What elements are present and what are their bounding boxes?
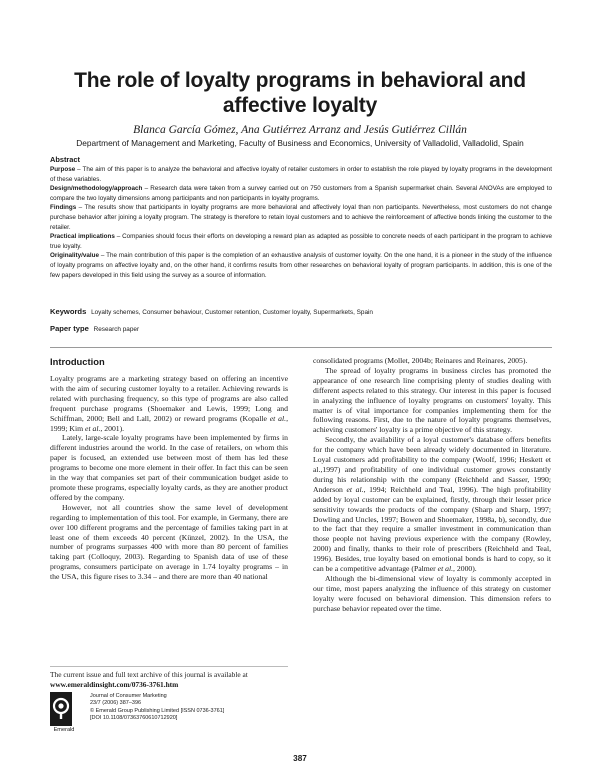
abstract-findings <box>50 203 552 232</box>
page-number: 387 <box>293 754 307 763</box>
right-paragraph-3 <box>313 435 551 574</box>
left-p1-etal-2: et al. <box>85 423 101 433</box>
left-paragraph-3: However, not all countries show the same level of development regarding to implementation of this tool. For example, in Germany, there are over 100 different programs and the percentage of families taking part in at least one of them exceeds 40 percent (Künzel, 2002). In the USA, the number of programs surpasses 400 with more than 80 percent of families taking part (Colloquy, 2003). Regarding to Spanish data of use of these programs, consumers participate on average in 1.74 loyalty programs – in the USA, this figure rises to 3.34 – and there are more than 40 national <box>50 502 288 582</box>
right-paragraph-2: The spread of loyalty programs in business circles has promoted the appearance of one research line comprising plenty of studies dealing with different aspects related to this strategy. Our interest in this paper is focused in analyzing the influence of loyalty programs on customers' loyalty. This matter is of vital importance for companies implementing them for the following reasons. First, due to the nature of loyalty programs themselves, achieving customers' loyalty is a prime objective of this strategy. <box>313 365 551 435</box>
emerald-logo-icon <box>50 692 72 726</box>
section-divider <box>50 347 552 348</box>
right-paragraph-1: consolidated programs (Mollet, 2004b; Reinares and Reinares, 2005). <box>313 356 528 365</box>
paper-type-text: Research paper <box>93 326 140 333</box>
footer-divider <box>50 666 288 667</box>
title-line-1: The role of loyalty programs in behavioral and <box>74 69 526 92</box>
access-url[interactable]: www.emeraldinsight.com/0736-3761.htm <box>50 679 179 689</box>
left-p1-end: , 2001). <box>100 423 125 433</box>
originality-label: Originality/value <box>50 252 99 260</box>
right-paragraph-4: Although the bi-dimensional view of loyalty is commonly accepted in our time, most papers analyzing the influence of this strategy on customer loyalty were focused on behavioral dimension. This dimension refers to purchase behavior repeated over the time. <box>313 573 551 613</box>
design-text: – Research data were taken from a survey carried out on 750 customers from a Spanish supermarket chain. Several ANOVAs are employed to compare the two loyalty dimensions among participants and non participants in loyalty programs. <box>50 185 552 202</box>
abstract-design <box>50 184 552 203</box>
authors: Blanca García Gómez, Ana Gutiérrez Arranz and Jesús Gutiérrez Cillán <box>133 124 467 136</box>
right-column <box>313 356 551 614</box>
right-p3-etal-2: et al. <box>437 564 454 574</box>
paper-type-label: Paper type <box>50 324 89 333</box>
keywords-label: Keywords <box>50 307 87 316</box>
practical-label: Practical implications <box>50 233 115 241</box>
keywords <box>50 307 552 317</box>
abstract-heading: Abstract <box>50 155 80 164</box>
journal-access-note <box>50 670 288 689</box>
access-text: The current issue and full text archive of this journal is available at <box>50 670 248 679</box>
abstract-practical <box>50 232 552 251</box>
paper-title <box>40 68 560 118</box>
emerald-logo-text: Emerald <box>53 727 75 733</box>
journal-volume: 23/7 (2006) 387–396 <box>90 700 142 707</box>
practical-text: – Companies should focus their efforts on developing a reward plan as adapted as possible to concrete needs of each participant in the program to achieve true loyalty. <box>50 233 552 250</box>
left-paragraph-1 <box>50 374 288 433</box>
abstract-purpose <box>50 165 552 184</box>
paper-type <box>50 324 552 334</box>
right-p3-c: , 2000). <box>453 564 477 574</box>
left-p1-etal-1: et al. <box>269 413 287 423</box>
keywords-text: Loyalty schemes, Consumer behaviour, Customer retention, Customer loyalty, Supermarkets, Spain <box>91 309 373 316</box>
abstract-block <box>50 155 552 280</box>
journal-info <box>90 693 290 722</box>
purpose-label: Purpose <box>50 166 76 173</box>
title-line-2: affective loyalty <box>222 94 378 117</box>
purpose-text: – The aim of this paper is to analyze the behavioral and affective loyalty of retailer customers in order to establish the role played by loyalty programs in the development of these variables. <box>50 166 552 183</box>
right-p3-a: Secondly, the availability of a loyal customer's database offers benefits for the company which have been already widely documented in literature. Loyal customers add profitability to the company (Woolf, 1996; Heskett et al.,1997) and profitability of one individual customer grows constantly during his relationship with the company (Reichheld and Sasser, 1990; Anderson <box>313 435 551 494</box>
right-p3-b: , 1994; Reichheld and Teal, 1996). The high profitability added by loyal customer can be explained, firstly, through their lesser price sensitivity towards the products of the company (Sharp and Sharp, 1997; Dowling and Uncles, 1997; Bowen and Shoemaker, 1998a, b), secondly, due to the fact that they require a smaller investment in communication than those people not having previous experience with the company (Rowley, 2000) and finally, thanks to their role of prescribers (Reichheld and Teal, 1996). Besides, true loyalty based on emotional bonds is hard to copy, so it can be a competitive advantage (Palmer <box>313 484 552 574</box>
journal-doi: [DOI 10.1108/07363760610712920] <box>90 714 178 721</box>
introduction-heading: Introduction <box>50 356 105 367</box>
left-p1-mid: , 1999; Kim <box>50 413 288 433</box>
journal-name: Journal of Consumer Marketing <box>90 693 167 699</box>
design-label: Design/methodology/approach <box>50 185 143 193</box>
affiliation: Department of Management and Marketing, Faculty of Business and Economics, University of Valladolid, Valladolid, Spain <box>76 138 524 148</box>
originality-text: – The main contribution of this paper is the completion of an exhaustive analysis of customer loyalty. On the one hand, it is a pioneer in the study of the influence of loyalty programs on affective loyalty and, on the other hand, it confirms results from other researches on behavioral loyalty of program participants. In addition, this is one of the few papers developed in this field using the survey as a source of information. <box>50 252 552 279</box>
abstract-originality <box>50 251 552 280</box>
left-paragraph-2: Lately, large-scale loyalty programs have been implemented by firms in different industries around the world. In the case of retailers, on whom this paper is focused, an extended use between most of them has led these programs to become one more element in their offer. In fact this can be seen in the way that companies set part of their communication budget aside to promote these programs, especially loyalty cards, as they are another product offered by the company. <box>50 433 288 502</box>
journal-publisher: © Emerald Group Publishing Limited [ISSN 0736-3761] <box>90 707 225 714</box>
findings-text: – The results show that participants in loyalty programs are more behavioral and affectively loyal than non participants. Nevertheless, most customers do not change purchase behavior after joining a loyalty program. The strategy is therefore to retain loyal customers and to achieve the reinforcement of affective bonds linking the customer to the retailer. <box>50 204 552 231</box>
findings-label: Findings <box>50 204 77 212</box>
left-column <box>50 356 288 582</box>
right-p3-etal: et al. <box>346 484 364 494</box>
left-p1-text: Loyalty programs are a marketing strategy based on offering an incentive with the aim of securing customer loyalty to a retailer. Achieving rewards is related with purchasing frequency, so this type of programs are also called frequent purchase programs (Shoemaker and Lewis, 1999; Long and Schiffman, 2000; Bell and Lall, 2002) or reward programs (Kopalle <box>50 374 288 423</box>
